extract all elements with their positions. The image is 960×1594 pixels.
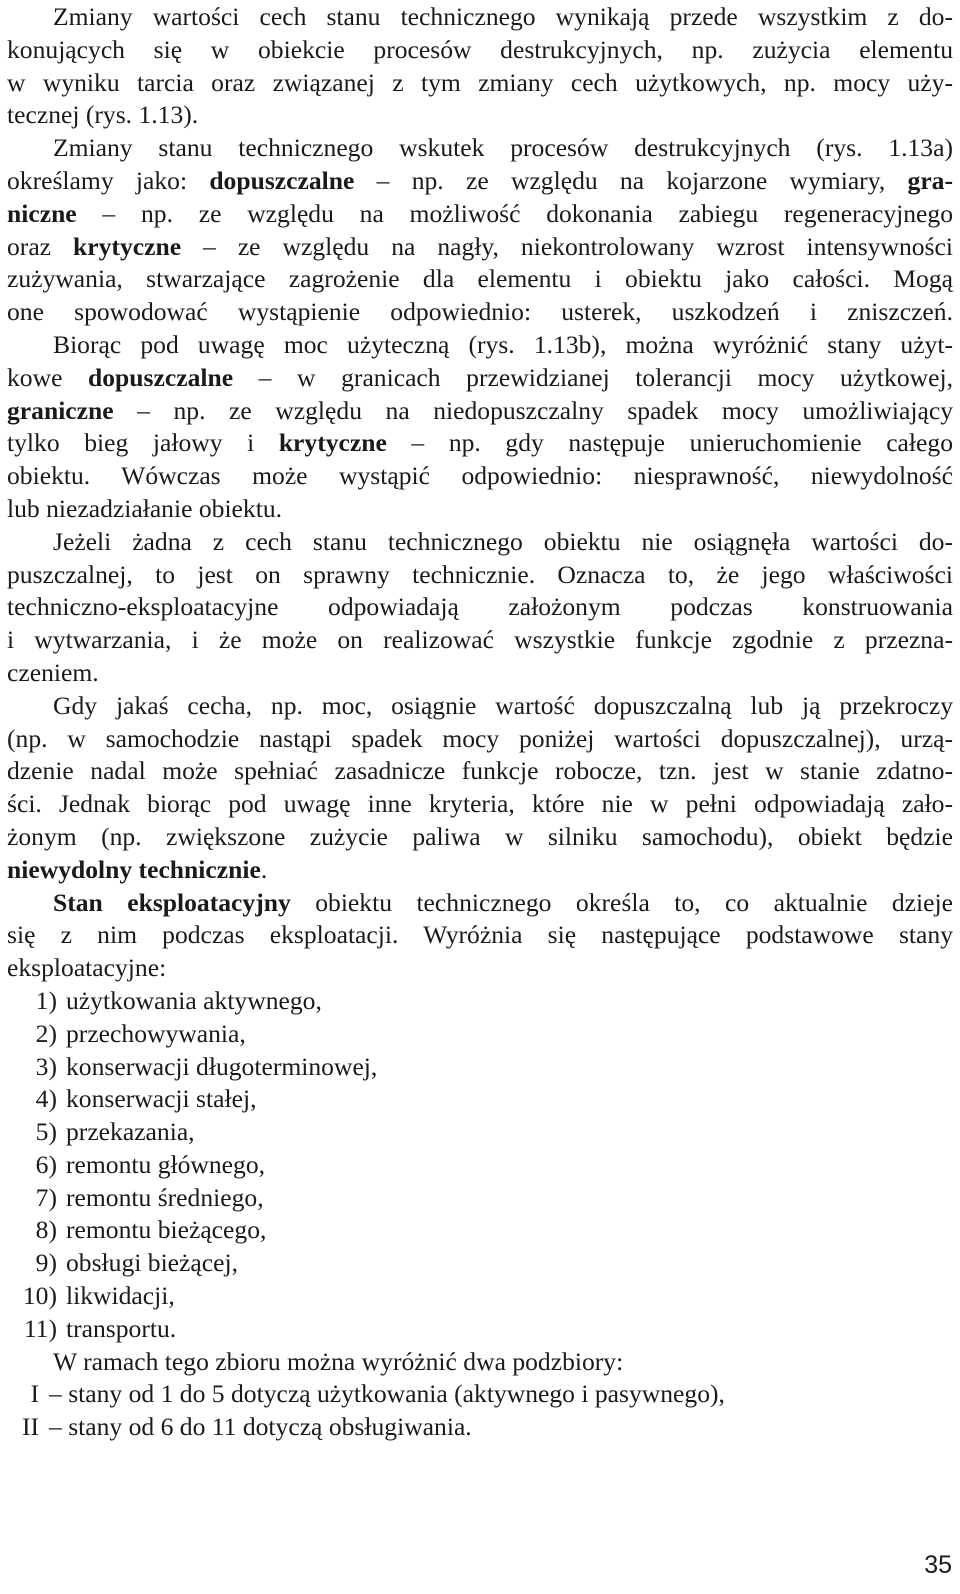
text-line: niczne – np. ze względu na możliwość dokonania zabiegu regeneracyjnego — [7, 198, 953, 228]
list-item — [7, 1182, 953, 1215]
text-line: dzenie nadal może spełniać zasadnicze funkcje robocze, tzn. jest w stanie zdatno- — [7, 756, 953, 786]
text-line: konujących się w obiekcie procesów destrukcyjnych, np. zużycia elementu — [7, 34, 953, 64]
subset-item — [7, 1378, 953, 1411]
bold-term: krytyczne — [73, 231, 182, 261]
text-line: techniczno-eksploatacyjne odpowiadają założonym podczas konstruowania — [7, 592, 953, 622]
bold-term: niczne — [7, 198, 77, 228]
text-line: się z nim podczas eksploatacji. Wyróżnia się następujące podstawowe stany — [7, 920, 953, 950]
bold-term: gra- — [907, 165, 953, 195]
text-line: kowe dopuszczalne – w granicach przewidzianej tolerancji mocy użytkowej, — [7, 362, 953, 392]
subset-numeral: I — [30, 1379, 39, 1409]
list-item-number: 9) — [35, 1248, 57, 1278]
text-line: obiektu. Wówczas może wystąpić odpowiednio: niesprawność, niewydolność — [7, 461, 953, 491]
list-item-text: remontu bieżącego, — [66, 1215, 267, 1245]
text-line: puszczalnej, to jest on sprawny technicznie. Oznacza to, że jego właściwości — [7, 559, 953, 589]
page-number: 35 — [924, 1551, 952, 1579]
text-line: graniczne – np. ze względu na niedopuszczalny spadek mocy umożliwiający — [7, 395, 953, 425]
text-line: tecznej (rys. 1.13). — [7, 100, 199, 130]
text-line: Gdy jakaś cecha, np. moc, osiągnie wartość dopuszczalną lub ją przekroczy — [53, 690, 953, 720]
list-item-text: konserwacji długoterminowej, — [66, 1051, 378, 1081]
text-line: określamy jako: dopuszczalne – np. ze względu na kojarzone wymiary, gra- — [7, 165, 953, 195]
text-line: Biorąc pod uwagę moc użyteczną (rys. 1.13b), można wyróżnić stany użyt- — [53, 329, 953, 359]
list-item — [7, 1214, 953, 1247]
document-page — [7, 0, 953, 1444]
list-item-number: 3) — [35, 1051, 57, 1081]
list-item-text: likwidacji, — [66, 1281, 175, 1311]
list-item-text: konserwacji stałej, — [66, 1084, 257, 1114]
list-item-text: przechowywania, — [66, 1018, 246, 1048]
bold-term: krytyczne — [278, 428, 387, 458]
text-line: Stan eksploatacyjny obiektu technicznego określa to, co aktualnie dzieje — [53, 887, 953, 917]
text-line: czeniem. — [7, 657, 99, 687]
list-item — [7, 1280, 953, 1313]
list-item-text: transportu. — [66, 1313, 177, 1343]
text-line: żonym (np. zwiększone zużycie paliwa w silniku samochodu), obiekt będzie — [7, 821, 953, 851]
list-item-text: przekazania, — [66, 1117, 195, 1147]
list-item-number: 4) — [35, 1084, 57, 1114]
bold-term: dopuszczalne — [88, 362, 234, 392]
list-item-number: 8) — [35, 1215, 57, 1245]
list-item — [7, 1116, 953, 1149]
subset-item — [7, 1411, 953, 1444]
bold-term: dopuszczalne — [209, 165, 355, 195]
text-line: niewydolny technicznie. — [7, 854, 268, 884]
list-item-number: 5) — [35, 1117, 57, 1147]
list-item — [7, 1149, 953, 1182]
list-item-number: 2) — [35, 1018, 57, 1048]
list-item — [7, 1083, 953, 1116]
bold-term: niewydolny technicznie — [7, 854, 261, 884]
list-item — [7, 1313, 953, 1346]
list-item-text: użytkowania aktywnego, — [66, 985, 322, 1015]
list-item — [7, 1247, 953, 1280]
text-line: tylko bieg jałowy i krytyczne – np. gdy następuje unieruchomienie całego — [7, 428, 953, 458]
text-line: ści. Jednak biorąc pod uwagę inne kryteria, które nie w pełni odpowiadają zało- — [7, 789, 953, 819]
text-line: Zmiany wartości cech stanu technicznego wynikają przede wszystkim z do- — [53, 2, 953, 31]
text-line: zużywania, stwarzające zagrożenie dla elementu i obiektu jako całości. Mogą — [7, 264, 953, 294]
list-item — [7, 985, 953, 1018]
list-item-number: 11) — [23, 1313, 57, 1343]
operating-states-list — [7, 985, 953, 1346]
list-item-number: 7) — [35, 1182, 57, 1212]
text-line: oraz krytyczne – ze względu na nagły, niekontrolowany wzrost intensywności — [7, 231, 953, 261]
text-line: (np. w samochodzie nastąpi spadek mocy poniżej wartości dopuszczalnej), urzą- — [7, 723, 953, 753]
text-line: Jeżeli żadna z cech stanu technicznego obiektu nie osiągnęła wartości do- — [53, 526, 953, 556]
list-item-text: remontu głównego, — [66, 1149, 266, 1179]
text-line: w wyniku tarcia oraz związanej z tym zmiany cech użytkowych, np. mocy uży- — [7, 67, 953, 97]
subset-text: – stany od 6 do 11 dotyczą obsługiwania. — [49, 1412, 472, 1442]
subset-text: – stany od 1 do 5 dotyczą użytkowania (aktywnego i pasywnego), — [49, 1379, 725, 1409]
text-line: eksploatacyjne: — [7, 953, 167, 983]
bold-term: graniczne — [7, 395, 114, 425]
body-text — [7, 0, 953, 985]
text-line: Zmiany stanu technicznego wskutek procesów destrukcyjnych (rys. 1.13a) — [53, 133, 953, 163]
text-line: one spowodować wystąpienie odpowiednio: usterek, uszkodzeń i zniszczeń. — [7, 297, 953, 327]
subsets-intro: W ramach tego zbioru można wyróżnić dwa podzbiory: — [53, 1346, 624, 1376]
list-item — [7, 1018, 953, 1051]
text-line: i wytwarzania, i że może on realizować wszystkie funkcje zgodnie z przezna- — [7, 625, 953, 655]
list-item-number: 1) — [35, 985, 57, 1015]
subsets-list — [7, 1378, 953, 1444]
list-item-number: 10) — [22, 1281, 57, 1311]
text-line: lub niezadziałanie obiektu. — [7, 493, 283, 523]
list-item-number: 6) — [35, 1149, 57, 1179]
list-item — [7, 1051, 953, 1084]
subset-numeral: II — [21, 1412, 39, 1442]
list-item-text: remontu średniego, — [66, 1182, 264, 1212]
list-item-text: obsługi bieżącej, — [66, 1248, 238, 1278]
bold-term: Stan eksploatacyjny — [53, 887, 291, 917]
